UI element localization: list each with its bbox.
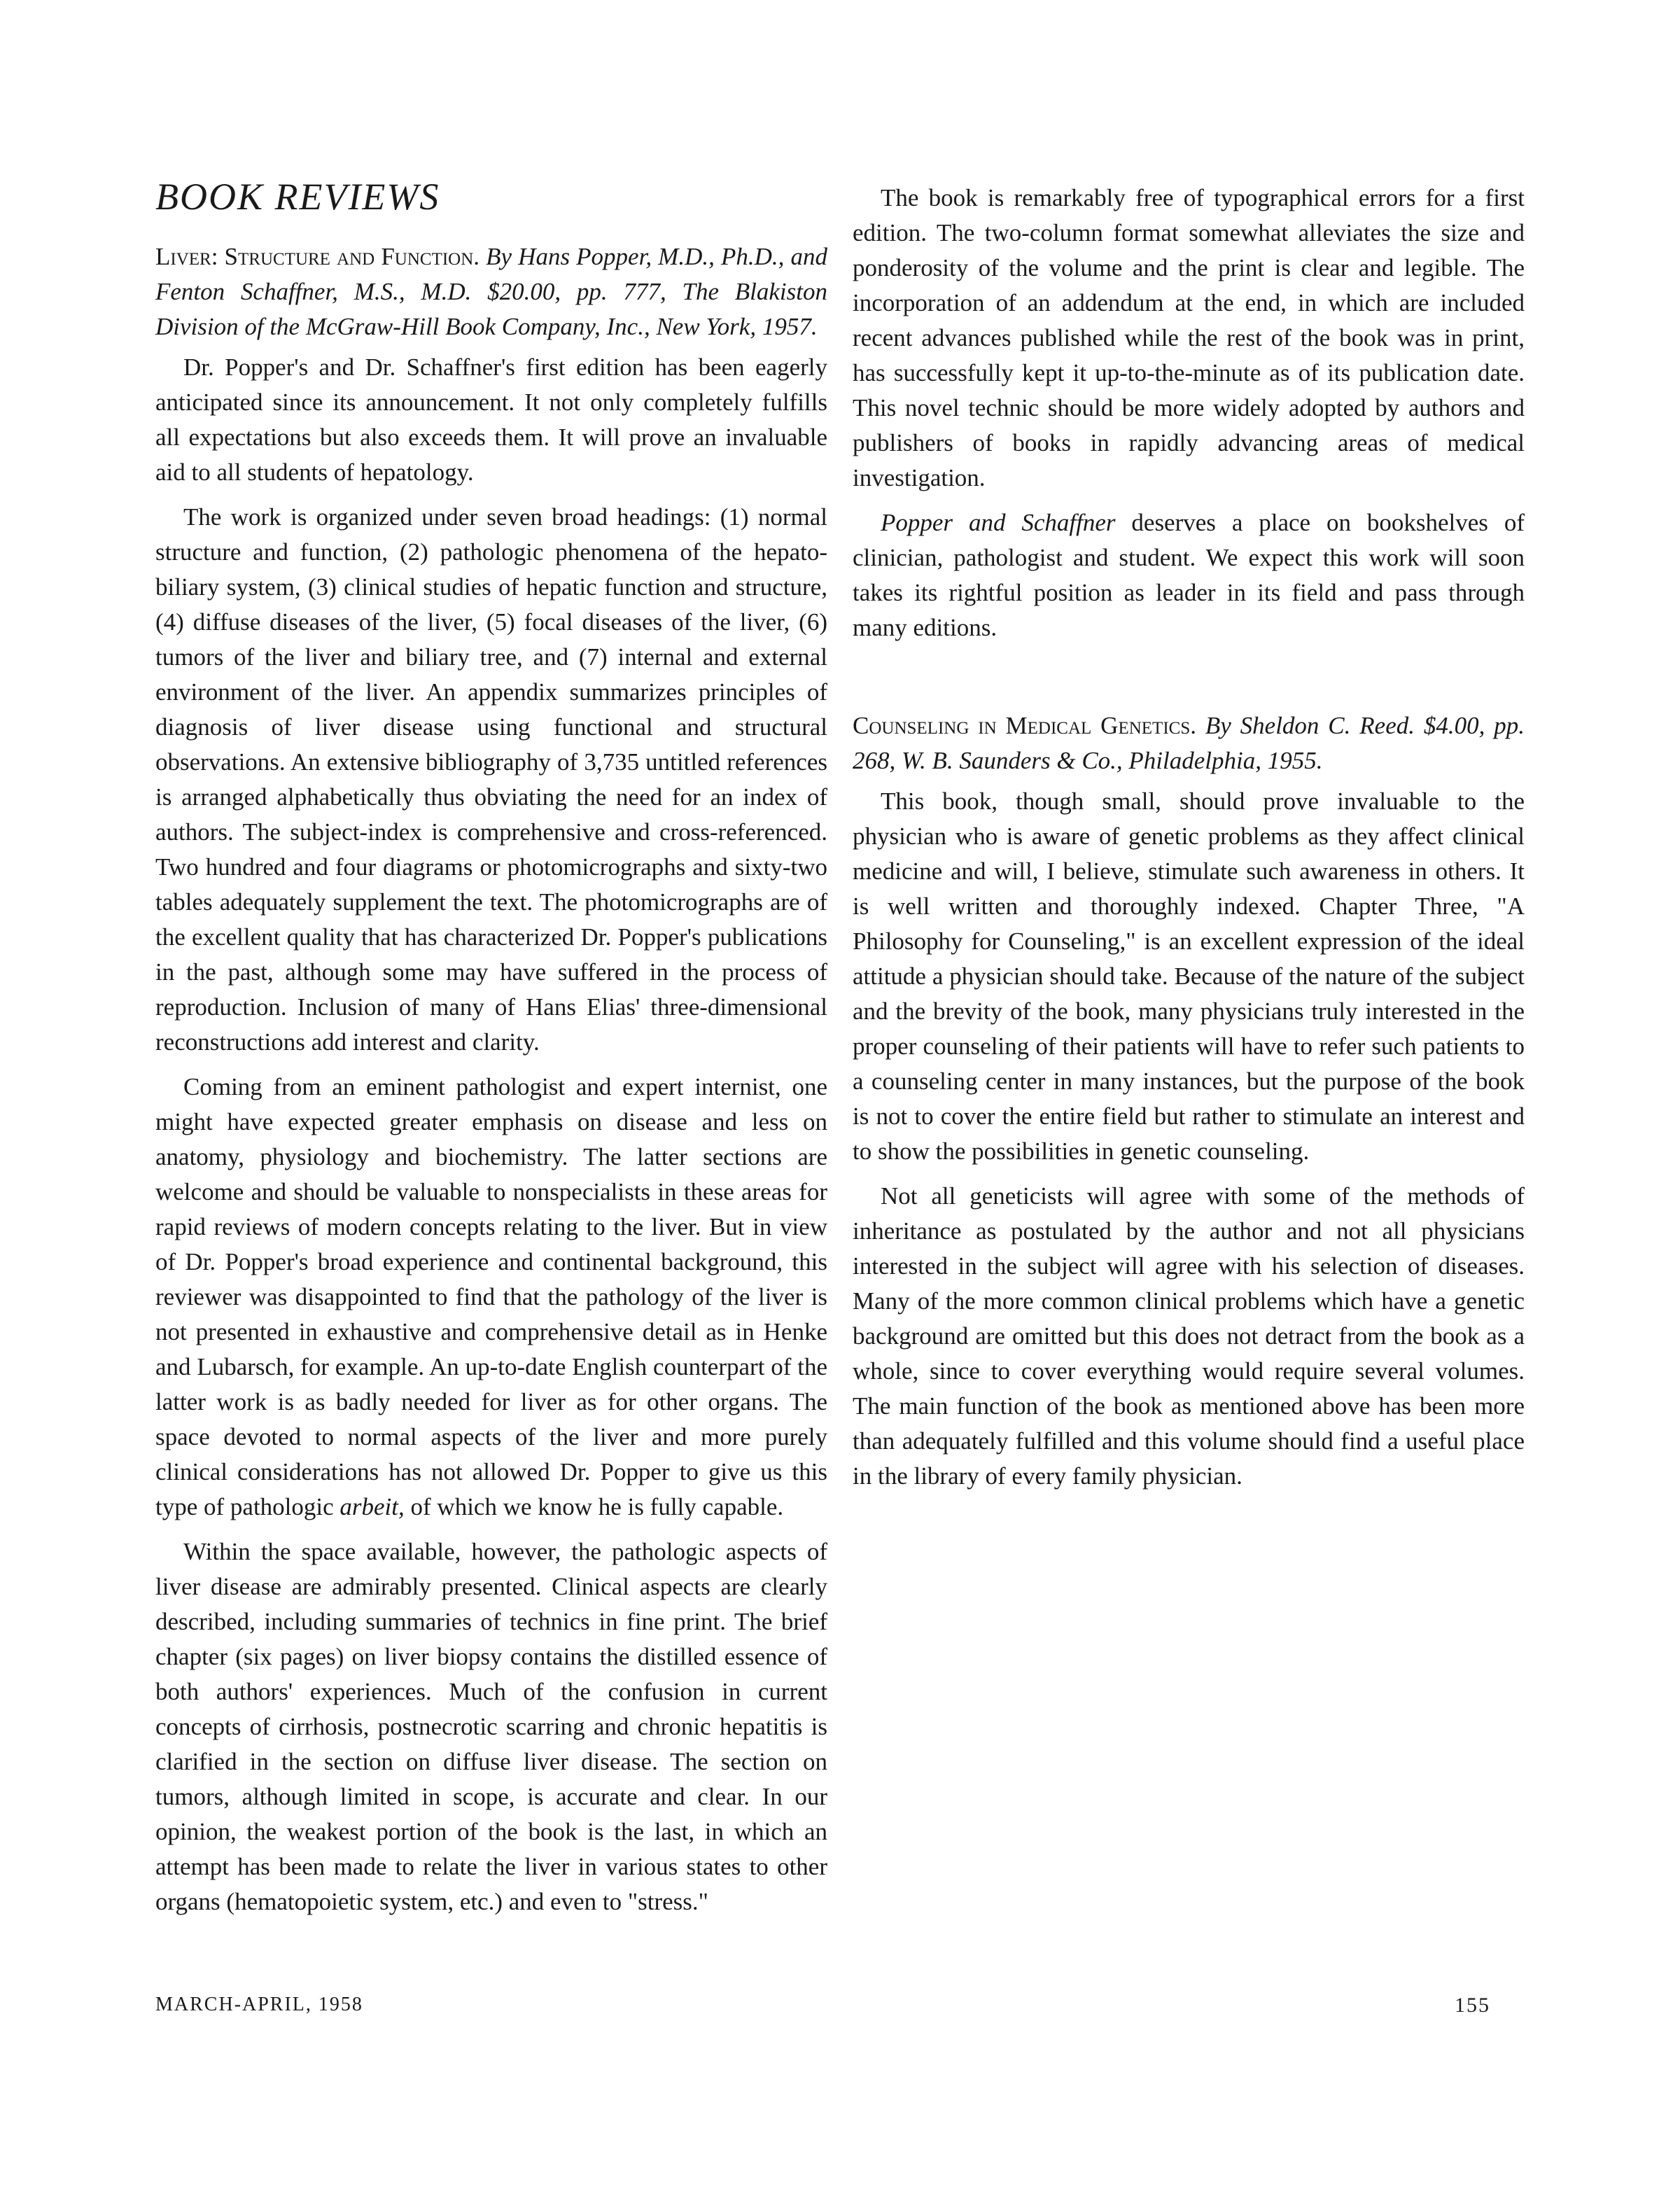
review2-paragraph-1: This book, though small, should prove invaluable to the physician who is aware of genetic problems as they affect clinical medicine and will, I believe, stimulate such awareness in others. It is well written and thoroughly indexed. Chapter Three, "A Philosophy for Counseling," is an excellent expression of the ideal attitude a physician should take. Because of the nature of the subject and the brevity of the book, many physicians truly interested in the proper counseling of their patients will have to refer such patients to a counseling center in many instances, but the purpose of the book is not to cover the entire field but rather to stimulate an interest and to show the possibilities in genetic counseling.	[853, 788, 1525, 1165]
review2-book-details: By Sheldon C. Reed. $4.00, pp. 268, W. B. Saunders & Co., Philadelphia, 1955.	[853, 712, 1525, 774]
review2-book-title: Counseling in Medical Genetics.	[853, 712, 1196, 739]
review1-paragraph-3-text-b: of which we know he is fully capable.	[410, 1493, 784, 1520]
review2-paragraph-2: Not all geneticists will agree with some of the methods of inheritance as postulated by the author and not all physicians interested in the subject will agree with his selection of diseases. Many of the more common clinical problems which have a genetic background are omitted but this does not detract from the book as a whole, since to cover everything would require several volumes. The main function of the book as mentioned above has been more than adequately fulfilled and this volume should find a useful place in the library of every family physician.	[853, 1182, 1525, 1490]
review1-paragraph-5: The book is remarkably free of typographical errors for a first edition. The two-column format somewhat alleviates the size and ponderosity of the volume and the print is clear and legible. The incorporation of an addendum at the end, in which are included recent advances published while the rest of the book was in print, has successfully kept it up-to-the-minute as of its publication date. This novel technic should be more widely adopted by authors and publishers of books in rapidly advancing areas of medical investigation.	[853, 184, 1525, 491]
review1-paragraph-6-text: deserves a place on bookshelves of clinician, pathologist and student. We expect this work will soon takes its rightful position as leader in its field and pass through many editions.	[853, 509, 1525, 641]
review1-paragraph-4: Within the space available, however, the pathologic aspects of liver disease are admirably presented. Clinical aspects are clearly described, including summaries of technics in fine print. The brief chapter (six pages) on liver biopsy contains the distilled essence of both authors' experiences. Much of the confusion in current concepts of cirrhosis, postnecrotic scarring and chronic hepatitis is clarified in the section on diffuse liver disease. The section on tumors, although limited in scope, is accurate and clear. In our opinion, the weakest portion of the book is the last, in which an attempt has been made to relate the liver in various states to other organs (hematopoietic system, etc.) and even to "stress."	[155, 1538, 827, 1915]
review1-paragraph-3-emphasis: arbeit,	[340, 1493, 405, 1520]
review1-paragraph-3-text-a: Coming from an eminent pathologist and expert internist, one might have expected greater emphasis on disease and less on anatomy, physiology and biochemistry. The latter sections are welcome and should be valuable to nonspecialists in these areas for rapid reviews of modern concepts relating to the liver. But in view of Dr. Popper's broad experience and continental background, this reviewer was disappointed to find that the pathology of the liver is not presented in exhaustive and comprehensive detail as in Henke and Lubarsch, for example. An up-to-date English counterpart of the latter work is as badly needed for liver as for other organs. The space devoted to normal aspects of the liver and more purely clinical considerations has not allowed Dr. Popper to give us this type of pathologic	[155, 1073, 827, 1520]
review1-paragraph-6-emphasis: Popper and Schaffner	[881, 509, 1116, 536]
review-separator	[853, 655, 1525, 708]
review1-book-title: Liver: Structure and Function.	[155, 243, 480, 270]
review1-paragraph-6	[853, 505, 1525, 645]
review1-book-details: By Hans Popper, M.D., Ph.D., and Fenton Schaffner, M.S., M.D. $20.00, pp. 777, The Blakiston Division of the McGraw-Hill Book Company, Inc., New York, 1957.	[155, 243, 827, 340]
section-title: BOOK REVIEWS	[155, 176, 440, 218]
footer-issue-date: MARCH-APRIL, 1958	[155, 1994, 363, 2015]
footer-page-number: 155	[1455, 1994, 1490, 2017]
review1-paragraph-2: The work is organized under seven broad headings: (1) normal structure and function, (2) pathologic phenomena of the hepato-biliary system, (3) clinical studies of hepatic function and structure, (4) diffuse diseases of the liver, (5) focal diseases of the liver, (6) tumors of the liver and biliary tree, and (7) internal and external environment of the liver. An appendix summarizes principles of diagnosis of liver disease using functional and structural observations. An extensive bibliography of 3,735 untitled references is arranged alphabetically thus obviating the need for an index of authors. The subject-index is comprehensive and cross-referenced. Two hundred and four diagrams or photomicrographs and sixty-two tables adequately supplement the text. The photomicrographs are of the excellent quality that has characterized Dr. Popper's publications in the past, although some may have suffered in the process of reproduction. Inclusion of many of Hans Elias' three-dimensional reconstructions add interest and clarity.	[155, 503, 827, 1056]
review1-paragraph-1: Dr. Popper's and Dr. Schaffner's first edition has been eagerly anticipated since its announcement. It not only completely fulfills all expectations but also exceeds them. It will prove an invaluable aid to all students of hepatology.	[155, 354, 827, 486]
review1-citation	[155, 239, 827, 344]
review1-paragraph-3	[155, 1070, 827, 1525]
right-column	[853, 181, 1525, 1504]
left-column	[155, 175, 827, 1929]
review2-citation	[853, 708, 1525, 778]
